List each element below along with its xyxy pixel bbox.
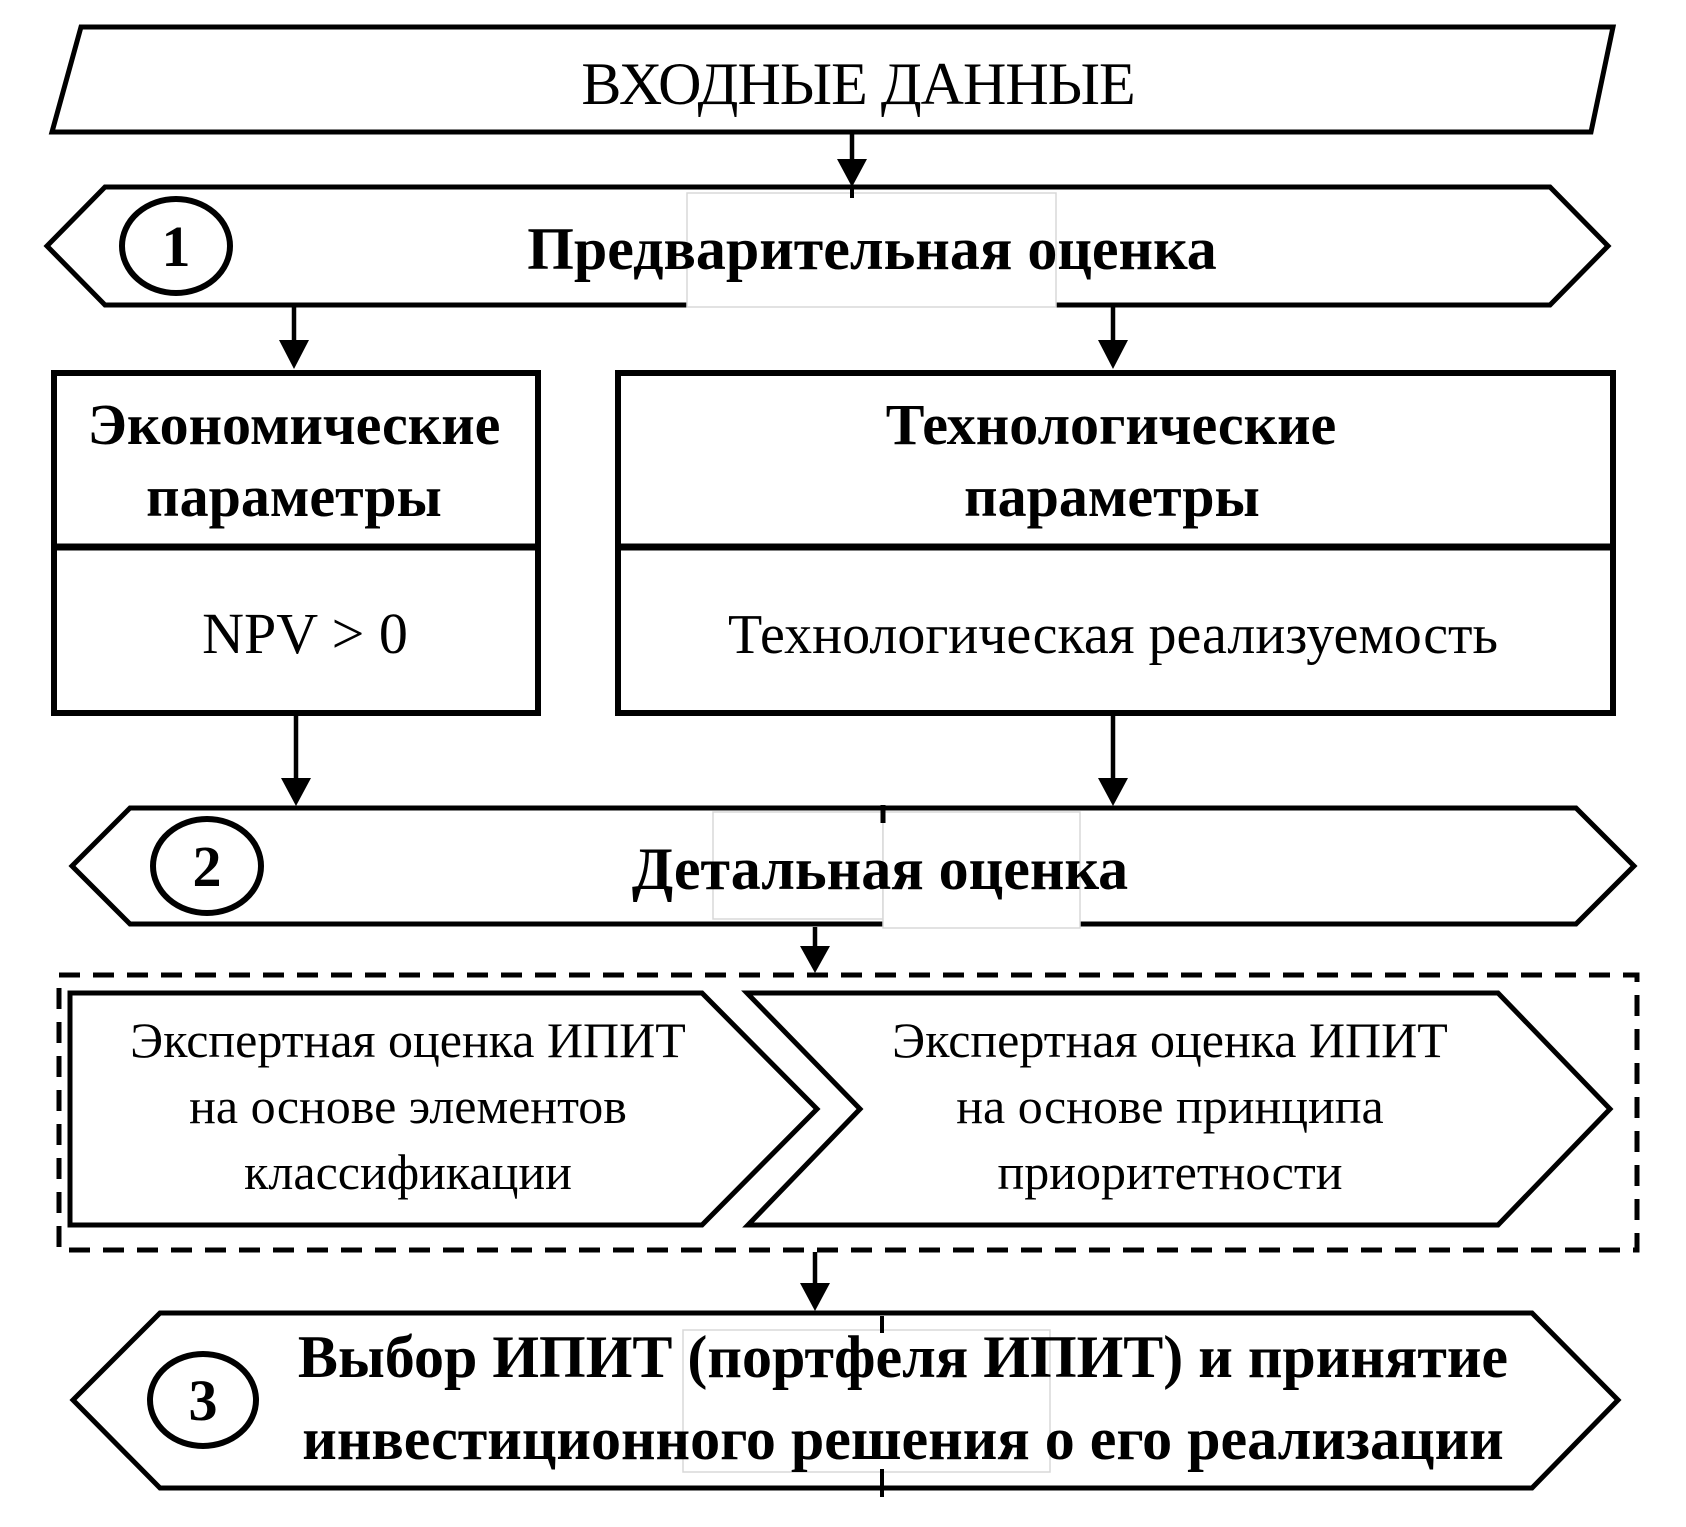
expert-left-line2: на основе элементов: [189, 1078, 627, 1134]
arrow-head: [800, 1283, 830, 1311]
expert-left-line3: классификации: [244, 1144, 572, 1200]
stage2-title: Детальная оценка: [631, 836, 1129, 902]
arrow-economic-to-stage2: [281, 716, 311, 806]
stage1-number: 1: [161, 214, 191, 279]
stage3-title-line1: Выбор ИПИТ (портфеля ИПИТ) и принятие: [297, 1324, 1509, 1390]
arrow-head: [279, 340, 309, 369]
arrow-head: [1098, 778, 1128, 806]
stage3-title-line2: инвестиционного решения о его реализации: [302, 1406, 1504, 1472]
expert-right-line2: на основе принципа: [956, 1078, 1384, 1134]
stage2-number: 2: [192, 834, 222, 899]
tech-box-title-line1: Технологические: [885, 392, 1337, 457]
arrow-tech-to-stage2: [1098, 716, 1128, 806]
expert-right-line3: приоритетности: [997, 1144, 1343, 1200]
arrow-head: [1098, 340, 1128, 369]
stage3-number: 3: [188, 1368, 218, 1433]
economic-box-title-line1: Экономические: [87, 392, 501, 457]
expert-left-line1: Экспертная оценка ИПИТ: [130, 1012, 686, 1068]
arrow-stage1-to-economic: [279, 307, 309, 369]
stage1-title: Предварительная оценка: [527, 216, 1217, 282]
expert-right-line1: Экспертная оценка ИПИТ: [892, 1012, 1448, 1068]
arrow-stage2-to-expert: [800, 927, 830, 973]
tech-box-title-line2: параметры: [964, 464, 1260, 529]
arrow-input-to-stage1: [837, 132, 867, 187]
arrow-expert-to-stage3: [800, 1252, 830, 1311]
economic-box-value: NPV > 0: [202, 601, 408, 666]
economic-box-title-line2: параметры: [146, 464, 442, 529]
arrow-head: [800, 946, 830, 973]
tech-box-value: Технологическая реализуемость: [727, 604, 1499, 666]
arrow-head: [281, 778, 311, 806]
arrow-stage1-to-tech: [1098, 307, 1128, 369]
arrow-head: [837, 159, 867, 187]
input-data-label: ВХОДНЫЕ ДАННЫЕ: [581, 51, 1135, 117]
